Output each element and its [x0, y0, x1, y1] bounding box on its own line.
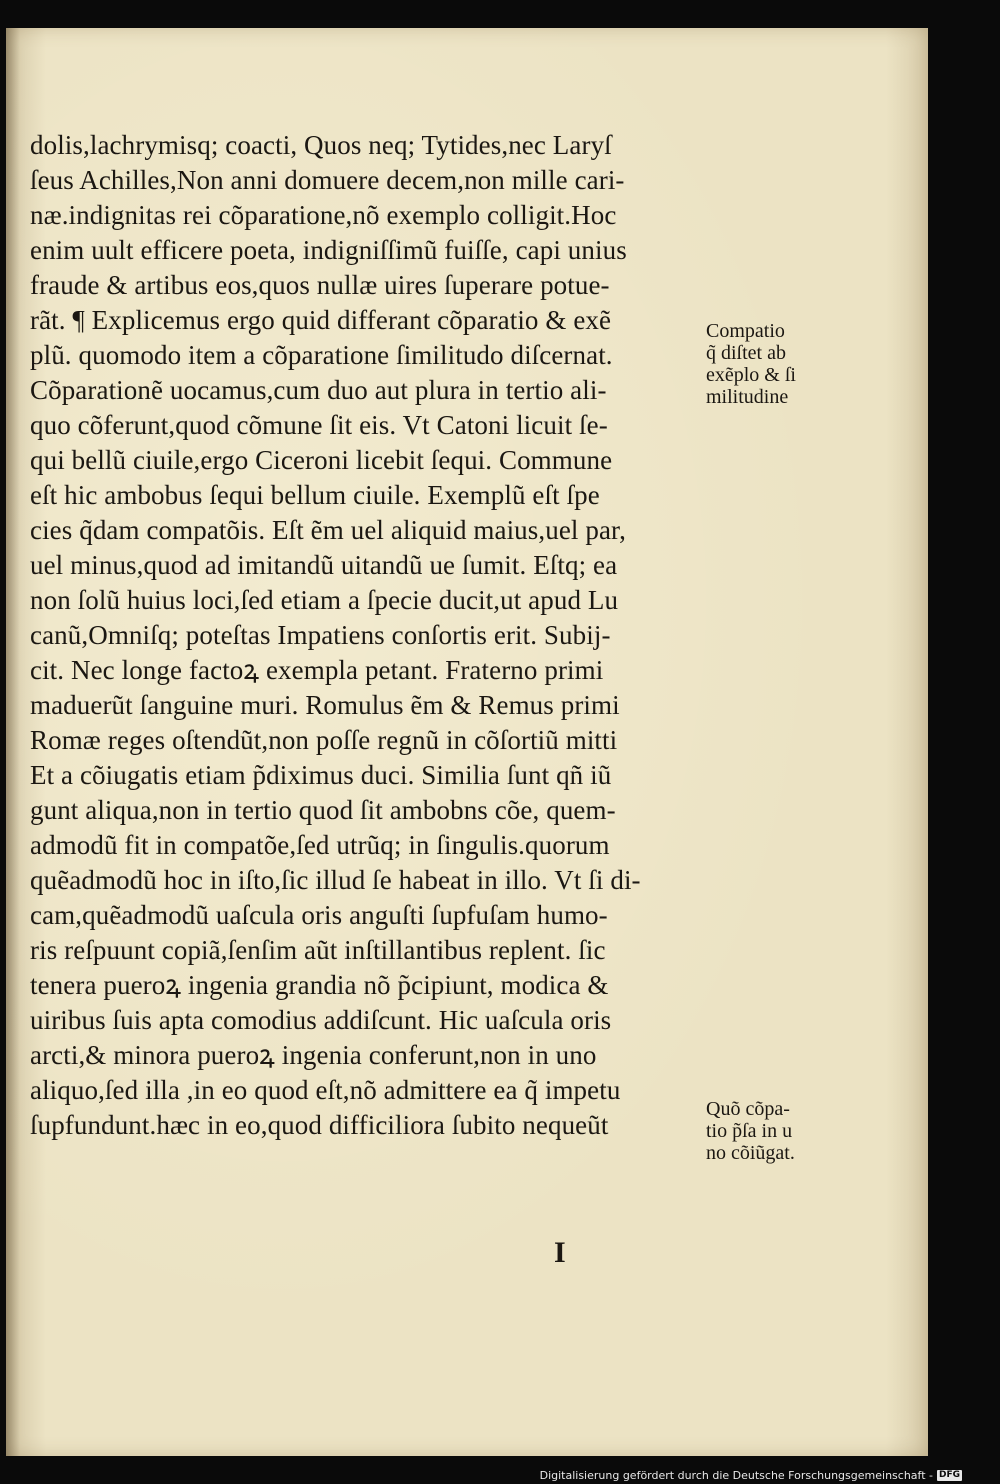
digitization-credit — [540, 1469, 962, 1482]
text-line: gunt aliqua,non in tertio quod ſit ambobns cõe, quem‑ — [30, 795, 616, 825]
margin-note-line: exẽplo & ſi — [706, 364, 796, 386]
text-line: non ſolũ huius loci,ſed etiam a ſpecie ducit,ut apud Lu — [30, 585, 619, 615]
text-line: Romæ reges oſtendũt,non poſſe regnũ in cõſortiũ mitti — [30, 725, 618, 755]
book-page — [6, 28, 928, 1456]
text-line: quẽadmodũ hoc in iſto,ſic illud ſe habeat in illo. Vt ſi di‑ — [30, 865, 641, 895]
credit-text: Digitalisierung gefördert durch die Deutsche Forschungsgemeinschaft - — [539, 1469, 933, 1482]
text-line: plũ. quomodo item a cõparatione ſimilitudo diſcernat. — [30, 340, 613, 370]
text-line: quo cõferunt,quod cõmune ſit eis. Vt Catoni licuit ſe‑ — [30, 410, 608, 440]
text-line: cam,quẽadmodũ uaſcula oris anguſti ſupfuſam humo‑ — [30, 900, 608, 930]
text-line: uiribus ſuis apta comodius addiſcunt. Hic uaſcula oris — [30, 1005, 612, 1035]
text-line: maduerũt ſanguine muri. Romulus ẽm & Remus primi — [30, 690, 620, 720]
text-line: ſupfundunt.hæc in eo,quod difficiliora ſubito nequeũt — [30, 1110, 609, 1140]
margin-note-coniugata — [706, 1098, 916, 1164]
text-line: eſt hic ambobus ſequi bellum ciuile. Exemplũ eſt ſpe — [30, 480, 600, 510]
text-line: ſeus Achilles,Non anni domuere decem,non mille cari‑ — [30, 165, 625, 195]
text-line: aliquo,ſed illa ,in eo quod eſt,nõ admittere ea q̃ impetu — [30, 1075, 621, 1105]
signature-mark: I — [554, 1236, 566, 1269]
text-line: uel minus,quod ad imitandũ uitandũ ue ſumit. Eſtq; ea — [30, 550, 618, 580]
text-line: qui bellũ ciuile,ergo Ciceroni licebit ſequi. Commune — [30, 445, 613, 475]
text-line: enim uult efficere poeta, indigniſſimũ fuiſſe, capi unius — [30, 235, 627, 265]
text-line: canũ,Omniſq; poteſtas Impatiens conſortis erit. Subij‑ — [30, 620, 611, 650]
text-line: arcti,& minora pueroꝝ ingenia conferunt,non in uno — [30, 1040, 597, 1070]
text-line: tenera pueroꝝ ingenia grandia nõ p̃cipiunt, modica & — [30, 970, 609, 1000]
margin-note-comparatio — [706, 320, 916, 408]
body-text-block — [30, 128, 720, 1143]
text-line: Et a cõiugatis etiam p̃diximus duci. Similia ſunt qñ iũ — [30, 760, 612, 790]
text-line: cies q̃dam compatõis. Eſt ẽm uel aliquid maius,uel par, — [30, 515, 626, 545]
margin-note-line: Quõ cõpa‑ — [706, 1098, 790, 1120]
margin-note-line: q̃ diſtet ab — [706, 342, 786, 364]
page-gutter — [6, 28, 20, 1456]
margin-note-line: militudine — [706, 386, 789, 408]
text-line: rãt. ¶ Explicemus ergo quid differant cõparatio & exẽ — [30, 305, 612, 335]
margin-note-line: Compatio — [706, 320, 785, 342]
text-line: ris reſpuunt copiã,ſenſim aũt inſtillantibus replent. ſic — [30, 935, 606, 965]
text-line: Cõparationẽ uocamus,cum duo aut plura in tertio ali‑ — [30, 375, 607, 405]
text-line: dolis,lachrymisq; coacti, Quos neq; Tytides,nec Laryſ — [30, 130, 612, 160]
text-line: admodũ fit in compatõe,ſed utrũq; in ſingulis.quorum — [30, 830, 610, 860]
text-line: cit. Nec longe factoꝝ exempla petant. Fraterno primi — [30, 655, 604, 685]
text-line: fraude & artibus eos,quos nullæ uires ſuperare potue‑ — [30, 270, 610, 300]
text-line: næ.indignitas rei cõparatione,nõ exemplo colligit.Hoc — [30, 200, 617, 230]
margin-note-line: tio p̃ſa in u — [706, 1120, 793, 1142]
margin-note-line: no cõiũgat. — [706, 1142, 795, 1164]
dfg-logo-icon: DFG — [938, 1470, 960, 1480]
